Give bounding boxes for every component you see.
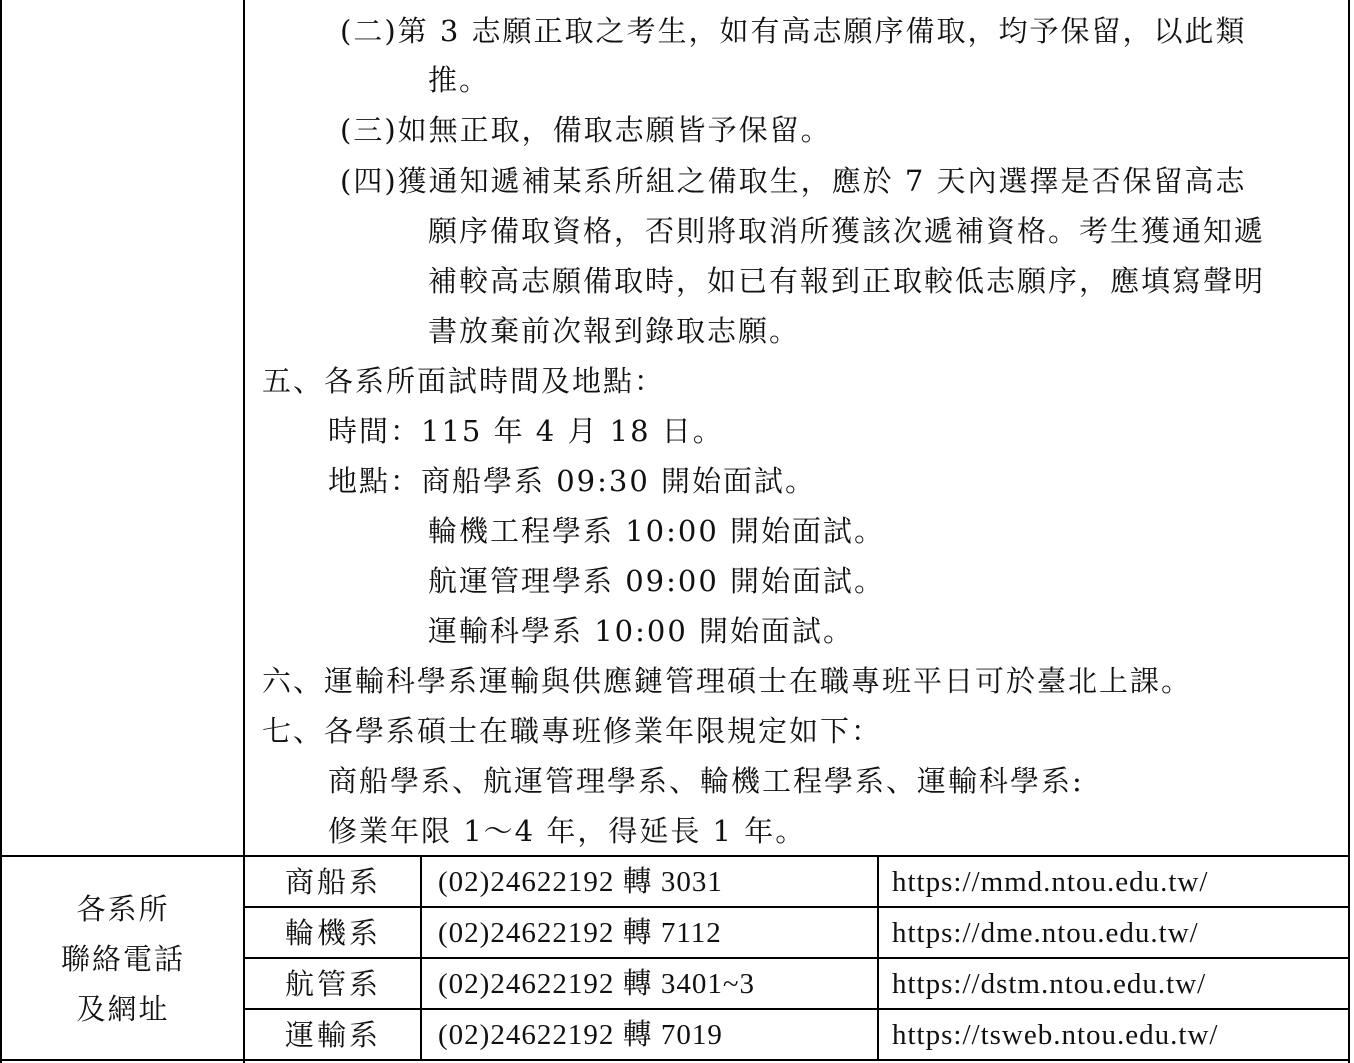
section-heading: 六、運輸科學系運輸與供應鏈管理碩士在職專班平日可於臺北上課。 [262, 664, 1193, 698]
body-line: 修業年限 1～4 年，得延長 1 年。 [328, 814, 807, 848]
body-line: 商船學系、航運管理學系、輪機工程學系、運輸科學系: [328, 764, 1084, 798]
url-link[interactable]: https://dstm.ntou.edu.tw/ [892, 968, 1207, 1000]
phone-cell: (02)24622192 轉 3031 [438, 866, 723, 898]
dept-cell: 運輸系 [285, 1018, 382, 1052]
url-link[interactable]: https://tsweb.ntou.edu.tw/ [892, 1019, 1219, 1051]
body-line: (二)第 3 志願正取之考生，如有高志願序備取，均予保留，以此類 [340, 14, 1247, 48]
url-link[interactable]: https://mmd.ntou.edu.tw/ [892, 866, 1209, 898]
body-line: (四)獲通知遞補某系所組之備取生，應於 7 天內選擇是否保留高志 [340, 164, 1247, 198]
dept-cell: 商船系 [285, 865, 382, 899]
body-line: (三)如無正取，備取志願皆予保留。 [340, 113, 832, 147]
contact-section-label [2, 884, 244, 1034]
body-line: 運輸科學系 10:00 開始面試。 [428, 614, 855, 648]
table-col-divider-phone [877, 856, 879, 1061]
frame-right-border [1348, 0, 1350, 1063]
section-heading: 七、各學系碩士在職專班修業年限規定如下： [262, 714, 883, 748]
phone-cell: (02)24622192 轉 7019 [438, 1019, 723, 1051]
body-line: 地點：商船學系 09:30 開始面試。 [328, 464, 817, 498]
url-link[interactable]: https://dme.ntou.edu.tw/ [892, 917, 1199, 949]
phone-cell: (02)24622192 轉 7112 [438, 917, 722, 949]
table-col-divider-dept [420, 856, 422, 1061]
dept-cell: 輪機系 [285, 916, 382, 950]
contact-label-line: 聯絡電話 [60, 942, 185, 976]
phone-cell: (02)24622192 轉 3401~3 [438, 968, 756, 1000]
body-line: 航運管理學系 09:00 開始面試。 [428, 564, 886, 598]
body-line: 輪機工程學系 10:00 開始面試。 [428, 514, 886, 548]
body-line: 書放棄前次報到錄取志願。 [428, 314, 801, 348]
contact-label-line: 各系所 [76, 892, 170, 926]
body-line: 願序備取資格，否則將取消所獲該次遞補資格。考生獲通知遞 [428, 214, 1266, 248]
section-heading: 五、各系所面試時間及地點： [262, 364, 666, 398]
body-line: 補較高志願備取時，如已有報到正取較低志願序，應填寫聲明 [428, 264, 1266, 298]
body-line: 推。 [428, 63, 491, 97]
contact-label-line: 及網址 [76, 992, 170, 1026]
body-line: 時間：115 年 4 月 18 日。 [328, 414, 724, 448]
dept-cell: 航管系 [285, 967, 382, 1001]
